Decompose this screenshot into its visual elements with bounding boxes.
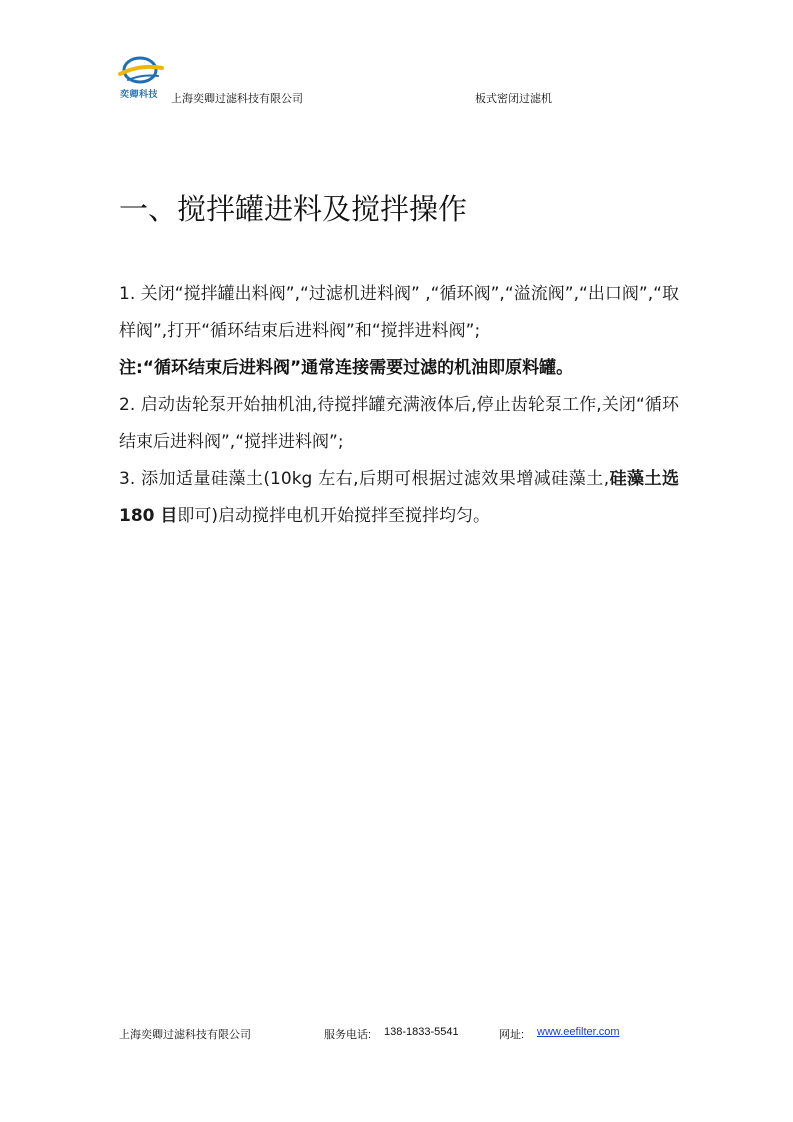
step-3-text-a: 3. 添加适量硅藻土(10kg 左右,后期可根据过滤效果增减硅藻土, — [119, 469, 610, 489]
footer-website-label: 网址: — [499, 1029, 525, 1041]
page-header — [118, 56, 678, 106]
step-1-paragraph: 1. 关闭“搅拌罐出料阀”,“过滤机进料阀” ,“循环阀”,“溢流阀”,“出口阀”,“取样阀”,打开“循环结束后进料阀”和“搅拌进料阀”; — [119, 284, 679, 341]
step-3-text-b: 即可)启动搅拌电机开始搅拌至搅拌均匀。 — [177, 506, 491, 526]
step-2-paragraph: 2. 启动齿轮泵开始抽机油,待搅拌罐充满液体后,停止齿轮泵工作,关闭“循环结束后进料阀”,“搅拌进料阀”; — [119, 395, 679, 452]
header-company-name: 上海奕卿过滤科技有限公司 — [171, 93, 303, 105]
step-3-bold-text: 硅藻土选 180 目 — [119, 469, 680, 526]
company-logo — [118, 56, 166, 102]
document-body — [119, 276, 679, 535]
step-3-paragraph — [119, 461, 679, 535]
header-product-name: 板式密闭过滤机 — [475, 93, 552, 105]
page-title: 一、搅拌罐进料及搅拌操作 — [119, 192, 468, 226]
logo-text: 奕卿科技 — [120, 89, 159, 99]
footer-phone-number: 138-1833-5541 — [384, 1026, 459, 1038]
footer-phone-label: 服务电话: — [324, 1029, 372, 1041]
footer-website-link[interactable]: www.eefilter.com — [537, 1026, 620, 1038]
page-footer — [119, 1026, 679, 1046]
note-paragraph: 注:“循环结束后进料阀”通常连接需要过滤的机油即原料罐。 — [119, 358, 574, 378]
logo-globe-icon — [118, 56, 166, 90]
footer-company-name: 上海奕卿过滤科技有限公司 — [119, 1029, 251, 1041]
